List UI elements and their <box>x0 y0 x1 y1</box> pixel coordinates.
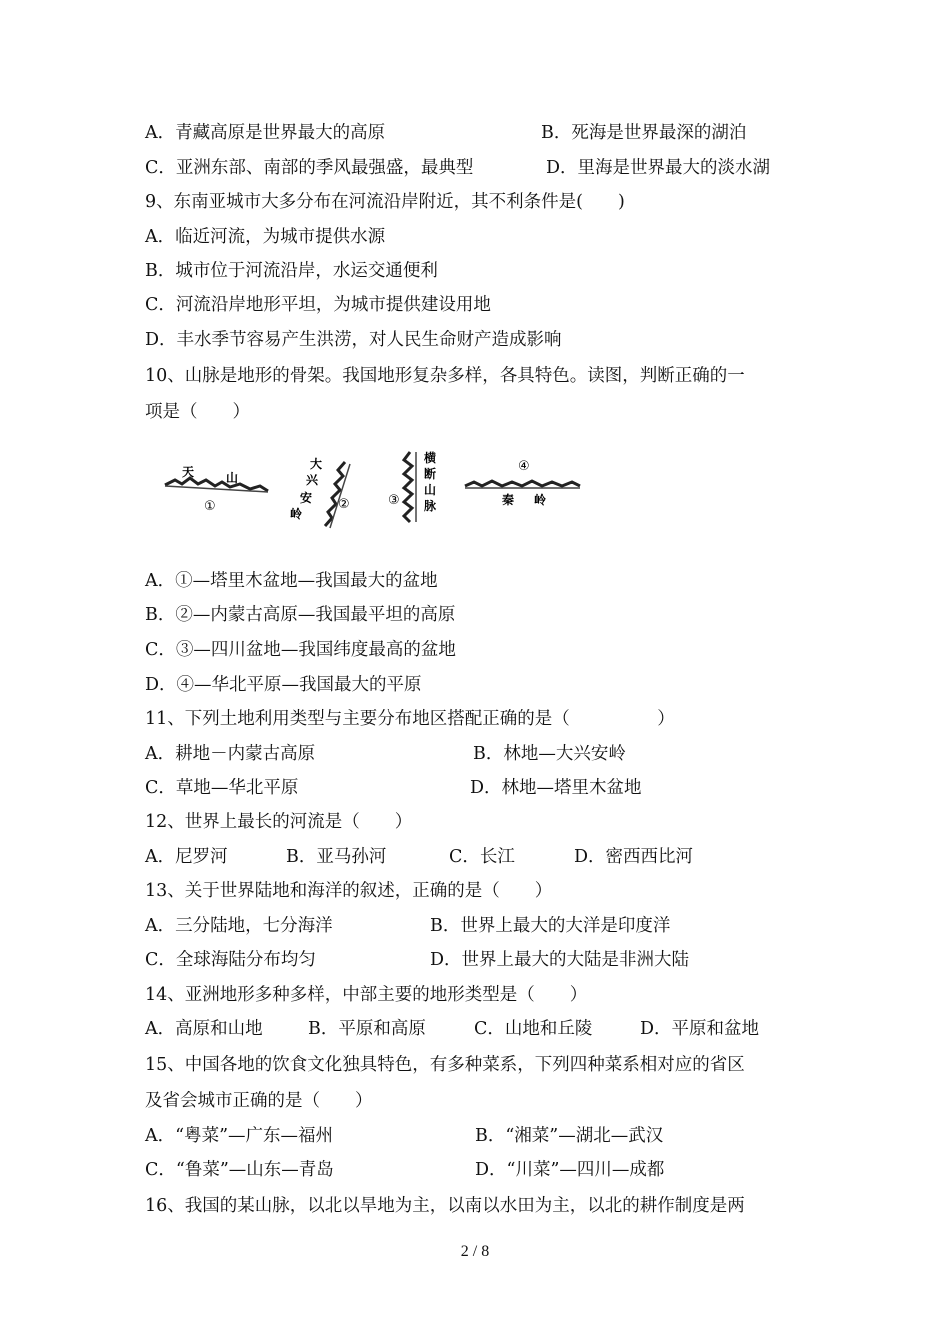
mountain-ranges-figure <box>160 440 600 540</box>
q9-stem: 9、东南亚城市大多分布在河流沿岸附近，其不利条件是( ) <box>145 192 625 212</box>
q15-stem-line1: 15、中国各地的饮食文化独具特色，有多种菜系，下列四种菜系相对应的省区 <box>145 1055 745 1075</box>
range-dxal-label-3: 安 <box>300 491 313 505</box>
q9-option-b: B．城市位于河流沿岸，水运交通便利 <box>145 261 438 281</box>
q15-option-b: B．“湘菜”—湖北—武汉 <box>475 1126 664 1146</box>
range-dxal-label-4: 岭 <box>290 507 303 521</box>
q8-option-a: A．青藏高原是世界最大的高原 <box>145 123 386 143</box>
q13-option-c: C．全球海陆分布均匀 <box>145 950 316 970</box>
q11-option-a: A．耕地－内蒙古高原 <box>145 744 316 764</box>
q9-option-a: A．临近河流，为城市提供水源 <box>145 227 386 247</box>
q13-stem: 13、关于世界陆地和海洋的叙述，正确的是（ ） <box>145 881 553 901</box>
q14-option-a: A．高原和山地 <box>145 1019 263 1039</box>
q12-option-d: D．密西西比河 <box>574 847 694 867</box>
range-dxal-label-2: 兴 <box>306 473 319 487</box>
q14-stem: 14、亚洲地形多种多样，中部主要的地形类型是（ ） <box>145 985 588 1005</box>
q10-stem-line1: 10、山脉是地形的骨架。我国地形复杂多样，各具特色。读图，判断正确的一 <box>145 366 745 386</box>
q13-option-d: D．世界上最大的大陆是非洲大陆 <box>430 950 690 970</box>
q14-option-b: B．平原和高原 <box>308 1019 426 1039</box>
range-hd-label-2: 断 <box>424 467 437 481</box>
range-hd-marker: ③ <box>388 493 400 508</box>
q12-option-b: B．亚马孙河 <box>286 847 387 867</box>
q16-stem-line1: 16、我国的某山脉，以北以旱地为主，以南以水田为主，以北的耕作制度是两 <box>145 1196 745 1216</box>
range-ql-label-1: 秦 <box>502 493 515 507</box>
q15-option-c: C．“鲁菜”—山东—青岛 <box>145 1160 334 1180</box>
q11-option-b: B．林地—大兴安岭 <box>473 744 626 764</box>
range-dxal-label-1: 大 <box>310 457 323 471</box>
range-hd-label-3: 山 <box>424 483 437 497</box>
range-tianshan <box>165 464 268 514</box>
range-dxal-marker: ② <box>338 497 350 512</box>
q13-option-b: B．世界上最大的大洋是印度洋 <box>430 916 671 936</box>
q10-stem-line2: 项是（ ） <box>145 402 250 422</box>
range-tianshan-label-2: 山 <box>226 471 239 485</box>
q11-option-d: D．林地—塔里木盆地 <box>470 778 642 798</box>
range-ql-marker: ④ <box>518 459 530 474</box>
range-qinling <box>465 459 580 507</box>
q12-option-c: C．长江 <box>449 847 515 867</box>
q13-option-a: A．三分陆地，七分海洋 <box>145 916 333 936</box>
q12-stem: 12、世界上最长的河流是（ ） <box>145 812 413 832</box>
range-hengduan <box>388 450 437 522</box>
q8-option-c: C．亚洲东部、南部的季风最强盛，最典型 <box>145 158 474 178</box>
q15-stem-line2: 及省会城市正确的是（ ） <box>145 1091 373 1111</box>
q10-option-c: C．③—四川盆地—我国纬度最高的盆地 <box>145 640 456 660</box>
q10-option-d: D．④—华北平原—我国最大的平原 <box>145 675 422 695</box>
q14-option-d: D．平原和盆地 <box>640 1019 760 1039</box>
q8-option-d: D．里海是世界最大的淡水湖 <box>546 158 771 178</box>
q15-option-a: A．“粤菜”—广东—福州 <box>145 1126 334 1146</box>
q15-option-d: D．“川菜”—四川—成都 <box>475 1160 665 1180</box>
range-tianshan-marker: ① <box>204 499 216 514</box>
range-tianshan-label-1: 天 <box>182 465 195 479</box>
q10-option-b: B．②—内蒙古高原—我国最平坦的高原 <box>145 605 456 625</box>
q9-option-d: D．丰水季节容易产生洪涝，对人民生命财产造成影响 <box>145 330 562 350</box>
q9-option-c: C．河流沿岸地形平坦，为城市提供建设用地 <box>145 295 491 315</box>
q11-option-c: C．草地—华北平原 <box>145 778 299 798</box>
q11-stem: 11、下列土地利用类型与主要分布地区搭配正确的是（ ） <box>145 709 675 729</box>
mountain-ranges-svg <box>160 440 600 540</box>
range-ql-label-2: 岭 <box>534 493 547 507</box>
q14-option-c: C．山地和丘陵 <box>474 1019 593 1039</box>
q8-option-b: B．死海是世界最深的湖泊 <box>541 123 747 143</box>
range-daxinganling <box>290 456 350 528</box>
q10-option-a: A．①—塔里木盆地—我国最大的盆地 <box>145 571 438 591</box>
range-hd-label-4: 脉 <box>424 499 437 513</box>
page-number: 2 / 8 <box>460 1243 490 1260</box>
range-hd-label-1: 横 <box>424 451 437 465</box>
q12-option-a: A．尼罗河 <box>145 847 228 867</box>
